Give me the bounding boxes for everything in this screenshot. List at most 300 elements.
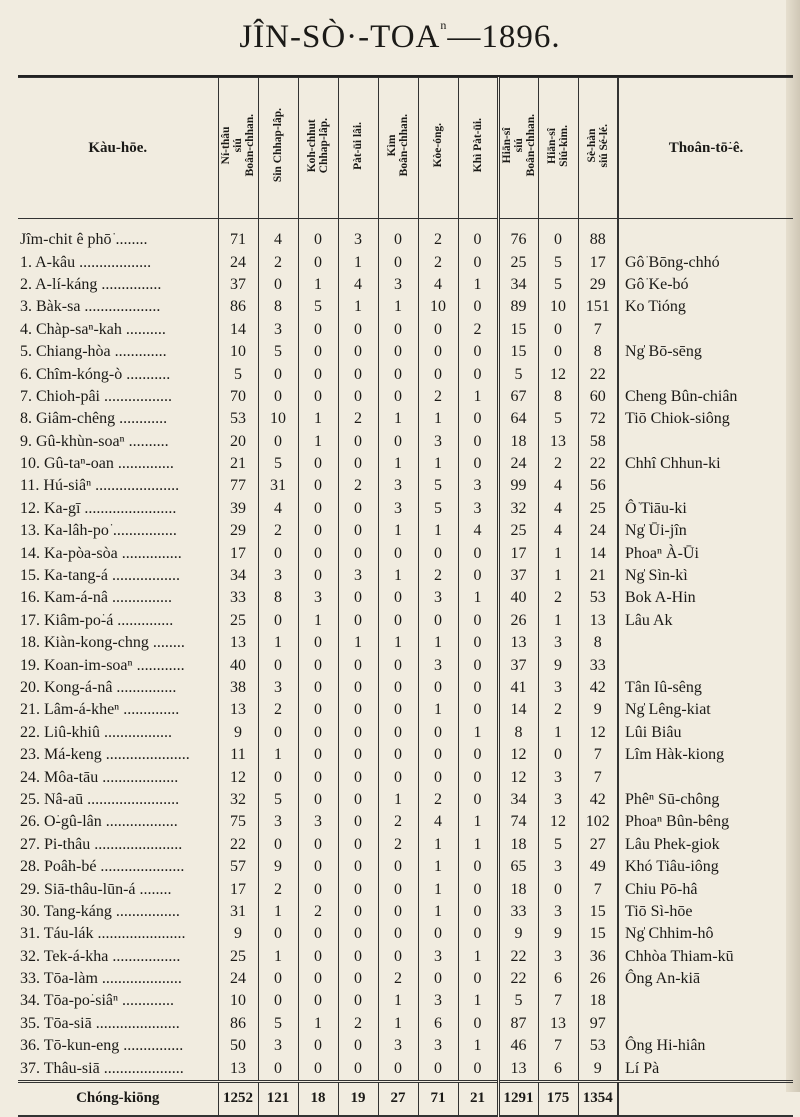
value-cell: 0 (338, 498, 378, 520)
preacher-name: Gô͘ Bōng-chhó (618, 251, 793, 273)
header-col-1: Ní-thâu siú Boân-chhan. (218, 78, 258, 219)
preacher-name: Gô͘ Ke-bó (618, 274, 793, 296)
value-cell: 0 (418, 319, 458, 341)
value-cell: 0 (338, 901, 378, 923)
value-cell: 70 (218, 386, 258, 408)
value-cell: 0 (378, 923, 418, 945)
preacher-name: Ng̍ Sìn-kì (618, 565, 793, 587)
value-cell: 1 (298, 431, 338, 453)
parish-name: 13. Ka-lâh-po͘ ................ (20, 522, 177, 540)
parish-name: 1. A-kâu .................. (20, 253, 152, 271)
value-cell: 0 (298, 744, 338, 766)
value-cell: 9 (498, 923, 538, 945)
table-row (18, 923, 793, 945)
value-cell: 4 (538, 475, 578, 497)
value-cell: 0 (298, 520, 338, 542)
value-cell: 17 (218, 878, 258, 900)
value-cell: 0 (338, 520, 378, 542)
value-cell: 89 (498, 296, 538, 318)
table-row (18, 1013, 793, 1035)
value-cell: 0 (378, 878, 418, 900)
total-cell: 19 (338, 1081, 378, 1116)
value-cell: 0 (458, 431, 498, 453)
value-cell: 2 (378, 834, 418, 856)
value-cell: 21 (218, 453, 258, 475)
value-cell: 151 (578, 296, 618, 318)
value-cell: 12 (498, 766, 538, 788)
value-cell: 3 (258, 1035, 298, 1057)
value-cell: 0 (338, 386, 378, 408)
value-cell: 18 (498, 431, 538, 453)
value-cell: 0 (458, 1057, 498, 1081)
table-row (18, 587, 793, 609)
parish-name: 19. Koan-im-soaⁿ ............ (20, 656, 185, 674)
value-cell: 11 (218, 744, 258, 766)
table-row (18, 632, 793, 654)
value-cell: 13 (218, 699, 258, 721)
value-cell: 33 (498, 901, 538, 923)
value-cell: 3 (338, 565, 378, 587)
value-cell: 56 (578, 475, 618, 497)
value-cell: 5 (538, 408, 578, 430)
value-cell: 29 (578, 274, 618, 296)
value-cell: 3 (258, 811, 298, 833)
preacher-name: Ô͘ Tiāu-ki (618, 498, 793, 520)
value-cell: 0 (378, 946, 418, 968)
parish-name: 16. Kam-á-nâ ............... (20, 589, 172, 607)
value-cell: 2 (338, 1013, 378, 1035)
table-body (18, 219, 793, 1082)
value-cell: 0 (298, 453, 338, 475)
value-cell: 0 (458, 408, 498, 430)
value-cell: 0 (538, 341, 578, 363)
parish-name: 6. Chîm-kóng-ò ........... (20, 365, 171, 383)
value-cell: 3 (298, 587, 338, 609)
value-cell: 0 (378, 587, 418, 609)
value-cell: 3 (258, 319, 298, 341)
value-cell: 24 (578, 520, 618, 542)
value-cell: 3 (538, 901, 578, 923)
value-cell: 76 (498, 219, 538, 252)
value-cell: 0 (378, 319, 418, 341)
value-cell: 1 (378, 990, 418, 1012)
value-cell: 1 (458, 811, 498, 833)
value-cell: 0 (458, 219, 498, 252)
value-cell: 0 (298, 251, 338, 273)
parish-name: 32. Tek-á-kha ................. (20, 947, 181, 965)
value-cell: 50 (218, 1035, 258, 1057)
value-cell: 1 (538, 542, 578, 564)
value-cell: 0 (338, 587, 378, 609)
value-cell: 10 (538, 296, 578, 318)
parish-name: 34. Tōa-po͘-siâⁿ ............. (20, 992, 175, 1010)
value-cell: 9 (218, 722, 258, 744)
value-cell: 2 (338, 475, 378, 497)
value-cell: 0 (458, 901, 498, 923)
parish-name: 11. Hú-siâⁿ ..................... (20, 477, 180, 495)
value-cell: 17 (498, 542, 538, 564)
value-cell: 0 (338, 923, 378, 945)
value-cell: 0 (258, 722, 298, 744)
value-cell: 0 (338, 453, 378, 475)
total-remark-empty (618, 1081, 793, 1116)
value-cell: 0 (258, 431, 298, 453)
table-row (18, 654, 793, 676)
value-cell: 0 (338, 878, 378, 900)
value-cell: 2 (378, 811, 418, 833)
value-cell: 18 (498, 878, 538, 900)
preacher-name (618, 363, 793, 385)
value-cell: 1 (458, 946, 498, 968)
value-cell: 0 (458, 610, 498, 632)
value-cell: 37 (498, 565, 538, 587)
value-cell: 0 (298, 654, 338, 676)
value-cell: 0 (338, 1057, 378, 1081)
value-cell: 0 (338, 363, 378, 385)
value-cell: 1 (338, 251, 378, 273)
value-cell: 40 (498, 587, 538, 609)
preacher-name: Phoaⁿ Bûn-bêng (618, 811, 793, 833)
value-cell: 102 (578, 811, 618, 833)
value-cell: 2 (418, 219, 458, 252)
value-cell: 72 (578, 408, 618, 430)
table-row (18, 1057, 793, 1081)
value-cell: 0 (418, 923, 458, 945)
preacher-name: Lâu Phek-giok (618, 834, 793, 856)
value-cell: 0 (298, 341, 338, 363)
value-cell: 8 (538, 386, 578, 408)
value-cell: 0 (338, 610, 378, 632)
value-cell: 3 (378, 498, 418, 520)
value-cell: 0 (298, 542, 338, 564)
value-cell: 22 (578, 453, 618, 475)
value-cell: 42 (578, 789, 618, 811)
value-cell: 2 (338, 408, 378, 430)
parish-name: 21. Lâm-á-kheⁿ .............. (20, 701, 180, 719)
preacher-name: Khó Tiâu-iông (618, 856, 793, 878)
value-cell: 5 (418, 498, 458, 520)
value-cell: 0 (378, 431, 418, 453)
value-cell: 0 (458, 542, 498, 564)
parish-name: 14. Ka-pòa-sòa ............... (20, 544, 182, 562)
value-cell: 4 (338, 274, 378, 296)
value-cell: 1 (258, 946, 298, 968)
value-cell: 1 (258, 632, 298, 654)
value-cell: 0 (378, 386, 418, 408)
totals-row (18, 1081, 793, 1116)
value-cell: 1 (418, 834, 458, 856)
parish-name: 8. Giâm-chêng ............ (20, 410, 168, 428)
header-name: Kàu-hōe. (18, 78, 218, 219)
parish-name: 36. Tō-kun-eng ............... (20, 1037, 184, 1055)
value-cell: 0 (458, 565, 498, 587)
value-cell: 0 (338, 990, 378, 1012)
total-cell: 71 (418, 1081, 458, 1116)
table-row (18, 408, 793, 430)
table-row (18, 878, 793, 900)
value-cell: 2 (298, 901, 338, 923)
value-cell: 1 (378, 408, 418, 430)
value-cell: 2 (418, 251, 458, 273)
preacher-name: Bok A-Hin (618, 587, 793, 609)
table-row (18, 946, 793, 968)
value-cell: 0 (458, 968, 498, 990)
table-row (18, 475, 793, 497)
table-row (18, 834, 793, 856)
value-cell: 13 (498, 1057, 538, 1081)
table-row (18, 789, 793, 811)
value-cell: 5 (298, 296, 338, 318)
value-cell: 9 (218, 923, 258, 945)
total-cell: 1354 (578, 1081, 618, 1116)
value-cell: 5 (538, 834, 578, 856)
value-cell: 0 (258, 766, 298, 788)
value-cell: 12 (578, 722, 618, 744)
value-cell: 0 (458, 296, 498, 318)
value-cell: 0 (338, 1035, 378, 1057)
value-cell: 0 (458, 766, 498, 788)
value-cell: 0 (258, 923, 298, 945)
value-cell: 0 (338, 341, 378, 363)
value-cell: 6 (538, 1057, 578, 1081)
value-cell: 1 (418, 878, 458, 900)
value-cell: 13 (218, 1057, 258, 1081)
value-cell: 15 (498, 319, 538, 341)
value-cell: 34 (498, 789, 538, 811)
parish-name: 35. Tōa-siā ..................... (20, 1014, 180, 1032)
preacher-name (618, 990, 793, 1012)
value-cell: 60 (578, 386, 618, 408)
parish-name: 37. Thâu-siā .................... (20, 1059, 184, 1077)
value-cell: 2 (418, 386, 458, 408)
value-cell: 3 (418, 587, 458, 609)
value-cell: 0 (298, 1035, 338, 1057)
value-cell: 5 (418, 475, 458, 497)
value-cell: 3 (378, 1035, 418, 1057)
value-cell: 0 (458, 744, 498, 766)
value-cell: 97 (578, 1013, 618, 1035)
value-cell: 26 (498, 610, 538, 632)
value-cell: 6 (418, 1013, 458, 1035)
value-cell: 5 (538, 274, 578, 296)
value-cell: 0 (258, 386, 298, 408)
value-cell: 17 (218, 542, 258, 564)
value-cell: 2 (258, 878, 298, 900)
value-cell: 37 (498, 654, 538, 676)
value-cell: 3 (418, 431, 458, 453)
value-cell: 0 (298, 968, 338, 990)
value-cell: 3 (338, 219, 378, 252)
header-remark: Thoân-tō͘-ê. (618, 78, 793, 219)
header-col-10: Sè-hàn siú Sé-lé. (578, 78, 618, 219)
value-cell: 0 (338, 319, 378, 341)
value-cell: 0 (378, 363, 418, 385)
value-cell: 4 (418, 274, 458, 296)
table-row (18, 565, 793, 587)
table-row (18, 453, 793, 475)
value-cell: 0 (298, 677, 338, 699)
table-row (18, 219, 793, 252)
value-cell: 0 (298, 363, 338, 385)
total-cell: 27 (378, 1081, 418, 1116)
value-cell: 0 (298, 498, 338, 520)
preacher-name: Phoaⁿ À-Ūi (618, 542, 793, 564)
value-cell: 0 (338, 744, 378, 766)
preacher-name: Lâu Ak (618, 610, 793, 632)
value-cell: 1 (378, 296, 418, 318)
preacher-name (618, 475, 793, 497)
value-cell: 0 (378, 341, 418, 363)
value-cell: 87 (498, 1013, 538, 1035)
preacher-name: Phêⁿ Sū-chông (618, 789, 793, 811)
value-cell: 18 (498, 834, 538, 856)
value-cell: 0 (258, 990, 298, 1012)
value-cell: 3 (538, 946, 578, 968)
value-cell: 33 (578, 654, 618, 676)
value-cell: 12 (538, 363, 578, 385)
preacher-name (618, 431, 793, 453)
value-cell: 53 (218, 408, 258, 430)
parish-name: Jîm-chit ê phō͘ ........ (20, 231, 148, 249)
value-cell: 0 (298, 699, 338, 721)
table-row (18, 766, 793, 788)
preacher-name (618, 766, 793, 788)
table-row (18, 431, 793, 453)
value-cell: 22 (498, 946, 538, 968)
value-cell: 0 (298, 789, 338, 811)
value-cell: 1 (298, 1013, 338, 1035)
table-row (18, 296, 793, 318)
value-cell: 2 (538, 453, 578, 475)
value-cell: 2 (538, 699, 578, 721)
value-cell: 58 (578, 431, 618, 453)
parish-name: 26. O͘-gû-lân .................. (20, 813, 178, 831)
value-cell: 74 (498, 811, 538, 833)
title-year: —1896. (447, 19, 561, 55)
value-cell: 3 (538, 856, 578, 878)
value-cell: 57 (218, 856, 258, 878)
value-cell: 5 (538, 251, 578, 273)
value-cell: 0 (418, 1057, 458, 1081)
value-cell: 1 (538, 722, 578, 744)
header-col-5: Kìm Boân-chhan. (378, 78, 418, 219)
value-cell: 8 (258, 296, 298, 318)
value-cell: 1 (538, 610, 578, 632)
value-cell: 77 (218, 475, 258, 497)
value-cell: 0 (378, 766, 418, 788)
parish-name: 5. Chiang-hòa ............. (20, 343, 167, 361)
value-cell: 13 (218, 632, 258, 654)
value-cell: 9 (538, 654, 578, 676)
value-cell: 13 (538, 431, 578, 453)
value-cell: 0 (458, 878, 498, 900)
parish-name: 33. Tōa-làm .................... (20, 970, 182, 988)
value-cell: 17 (578, 251, 618, 273)
value-cell: 0 (378, 744, 418, 766)
preacher-name: Lûi Biâu (618, 722, 793, 744)
table-row (18, 251, 793, 273)
parish-name: 9. Gû-khùn-soaⁿ .......... (20, 432, 169, 450)
title-superscript: n (440, 18, 448, 32)
value-cell: 32 (498, 498, 538, 520)
value-cell: 0 (338, 722, 378, 744)
value-cell: 0 (458, 654, 498, 676)
value-cell: 1 (418, 901, 458, 923)
value-cell: 1 (258, 744, 298, 766)
value-cell: 32 (218, 789, 258, 811)
value-cell: 67 (498, 386, 538, 408)
preacher-name: Ng̍ Lêng-kiat (618, 699, 793, 721)
value-cell: 0 (378, 901, 418, 923)
value-cell: 3 (258, 565, 298, 587)
value-cell: 40 (218, 654, 258, 676)
value-cell: 25 (578, 498, 618, 520)
value-cell: 1 (418, 453, 458, 475)
value-cell: 3 (418, 1035, 458, 1057)
value-cell: 1 (458, 1035, 498, 1057)
value-cell: 7 (538, 990, 578, 1012)
table-row (18, 319, 793, 341)
value-cell: 2 (418, 565, 458, 587)
preacher-name: Cheng Bûn-chiân (618, 386, 793, 408)
value-cell: 12 (538, 811, 578, 833)
value-cell: 4 (538, 520, 578, 542)
parish-name: 2. A-lí-káng ............... (20, 275, 162, 293)
value-cell: 31 (258, 475, 298, 497)
value-cell: 0 (338, 542, 378, 564)
preacher-name: Ko Tióng (618, 296, 793, 318)
value-cell: 4 (258, 219, 298, 252)
value-cell: 5 (258, 341, 298, 363)
parish-name: 22. Liû-khiû ................. (20, 723, 172, 741)
value-cell: 0 (298, 722, 338, 744)
table-row (18, 699, 793, 721)
value-cell: 53 (578, 587, 618, 609)
total-cell: 1291 (498, 1081, 538, 1116)
table-row (18, 744, 793, 766)
parish-name: 10. Gû-taⁿ-oan .............. (20, 455, 174, 473)
value-cell: 10 (258, 408, 298, 430)
value-cell: 24 (498, 453, 538, 475)
value-cell: 34 (498, 274, 538, 296)
value-cell: 1 (458, 386, 498, 408)
value-cell: 27 (578, 834, 618, 856)
value-cell: 0 (258, 1057, 298, 1081)
value-cell: 0 (338, 789, 378, 811)
value-cell: 75 (218, 811, 258, 833)
table-row (18, 990, 793, 1012)
value-cell: 3 (538, 677, 578, 699)
value-cell: 0 (338, 946, 378, 968)
value-cell: 10 (418, 296, 458, 318)
value-cell: 0 (298, 565, 338, 587)
value-cell: 2 (538, 587, 578, 609)
table-row (18, 677, 793, 699)
parish-name: 18. Kiàn-kong-chng ........ (20, 634, 185, 652)
value-cell: 1 (378, 789, 418, 811)
value-cell: 0 (338, 677, 378, 699)
title-text: JÎN-SÒ·-TOA (239, 19, 441, 55)
value-cell: 0 (338, 766, 378, 788)
page-title (0, 18, 800, 56)
value-cell: 1 (258, 901, 298, 923)
value-cell: 0 (338, 654, 378, 676)
preacher-name: Tiō Chiok-siông (618, 408, 793, 430)
value-cell: 24 (218, 251, 258, 273)
value-cell: 0 (418, 363, 458, 385)
value-cell: 36 (578, 946, 618, 968)
table-row (18, 901, 793, 923)
